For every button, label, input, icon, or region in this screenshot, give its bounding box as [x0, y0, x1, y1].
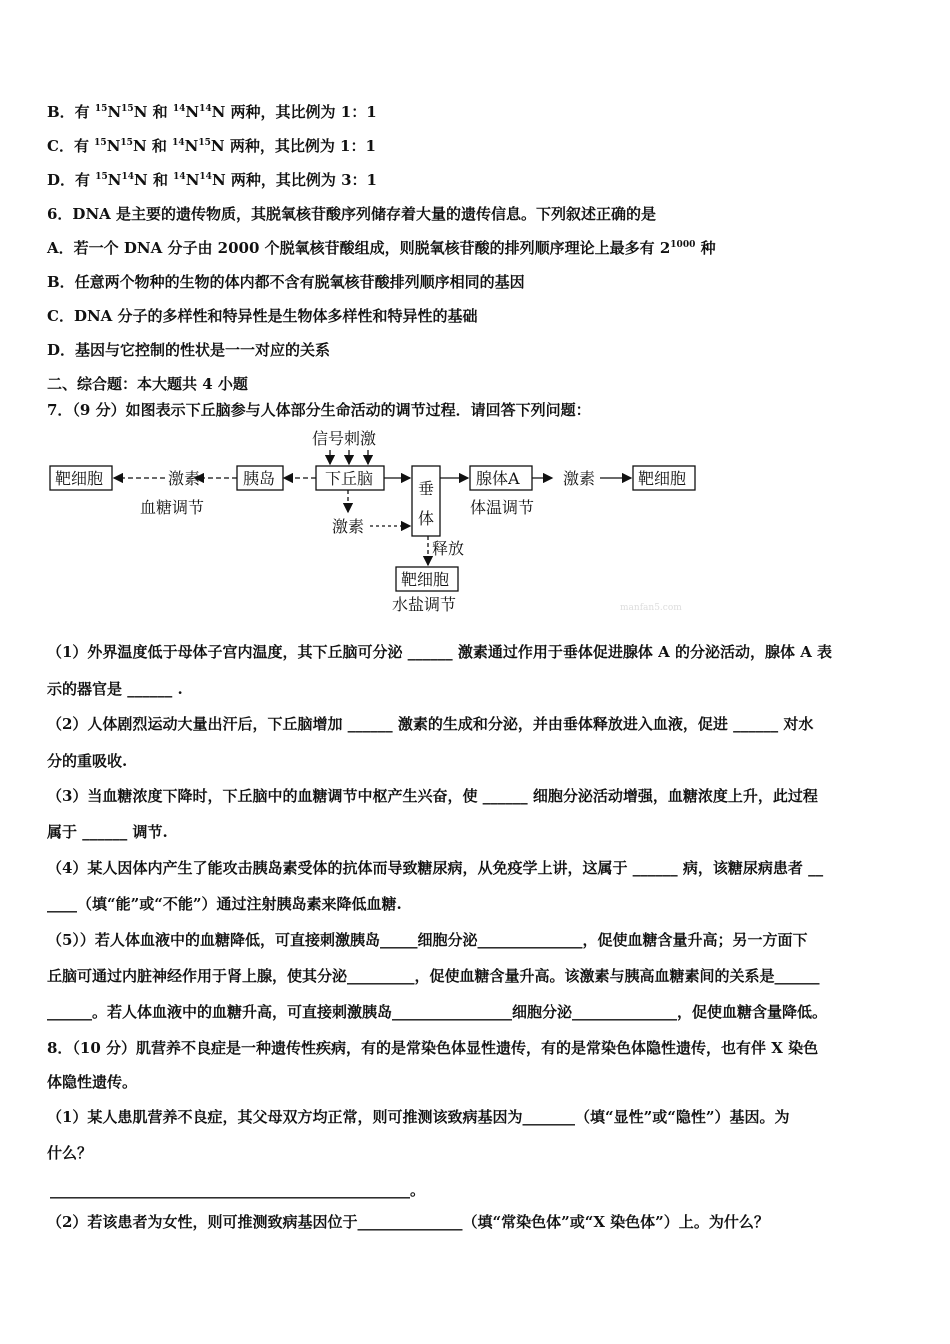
text-segment: 属于 ______ 调节. — [47, 823, 168, 841]
text-line — [47, 136, 376, 156]
text-segment: D．基因与它控制的性状是一一对应的关系 — [47, 341, 331, 359]
target-cell-right: 靶细胞 — [638, 469, 687, 488]
superscript: 15 — [94, 104, 108, 114]
superscript: 1000 — [670, 240, 696, 250]
text-segment: N 两种，其比例为 1：1 — [211, 103, 377, 121]
text-segment: （2）若该患者为女性，则可推测致病基因位于______________（填“常染色体”或“X 染色体”）上。为什么？ — [47, 1213, 769, 1231]
text-segment: N — [107, 171, 122, 189]
text-segment: N — [184, 137, 199, 155]
gland-a-box: 腺体A — [476, 469, 520, 488]
text-segment: （1）某人患肌营养不良症，其父母双方均正常，则可推测该致病基因为_______（填“显性”或“隐性”）基因。为 — [47, 1108, 790, 1126]
target-cell-bottom: 靶细胞 — [401, 570, 450, 589]
text-segment: 什么？ — [47, 1144, 93, 1162]
text-segment: 示的器官是 ______ . — [47, 680, 183, 698]
text-line — [47, 306, 478, 326]
watermark: manfan5.com — [620, 603, 682, 613]
hormone-right: 激素 — [563, 469, 596, 488]
text-segment: N 和 — [132, 137, 173, 155]
text-segment: N — [185, 171, 200, 189]
superscript: 15 — [120, 138, 133, 148]
superscript: 15 — [121, 104, 134, 114]
text-line — [47, 1143, 92, 1163]
text-line — [47, 1072, 137, 1092]
pituitary-char-1: 垂 — [418, 479, 435, 498]
text-line — [47, 714, 813, 734]
hormone-middle: 激素 — [332, 517, 365, 536]
text-segment: （2）人体剧烈运动大量出汗后，下丘脑增加 ______ 激素的生成和分泌，并由垂体释放进入血液，促进 ______ 对水 — [47, 715, 814, 733]
superscript: 14 — [172, 104, 186, 114]
text-line — [47, 272, 525, 292]
text-segment: 体隐性遗传。 — [47, 1073, 138, 1091]
superscript: 14 — [199, 172, 212, 182]
text-segment: ____（填“能”或“不能”）通过注射胰岛素来降低血糖. — [47, 895, 402, 913]
text-line — [47, 1038, 818, 1058]
text-line — [47, 786, 818, 806]
text-segment: 丘脑可通过内脏神经作用于肾上腺，使其分泌_________，促使血糖含量升高。该激素与胰高血糖素间的关系是______ — [47, 967, 820, 985]
text-line — [47, 679, 183, 699]
release-label: 释放 — [432, 539, 465, 558]
text-segment: D．有 — [47, 171, 96, 189]
text-segment: N — [107, 103, 122, 121]
text-segment: ________________________________________________。 — [50, 1181, 426, 1199]
text-line — [47, 751, 127, 771]
signal-stimulus: 信号刺激 — [312, 429, 377, 448]
superscript: 14 — [173, 172, 186, 182]
text-line — [47, 642, 832, 662]
text-segment: C．有 — [47, 137, 95, 155]
text-line — [47, 1107, 789, 1127]
body-temp-label: 体温调节 — [470, 498, 535, 517]
text-line — [47, 340, 330, 360]
text-segment: （3）当血糖浓度下降时，下丘脑中的血糖调节中枢产生兴奋，使 ______ 细胞分泌活动增强，血糖浓度上升，此过程 — [47, 787, 818, 805]
hypothalamus-box: 下丘脑 — [325, 469, 374, 488]
islet-box: 胰岛 — [243, 469, 276, 488]
text-segment: （4）某人因体内产生了能攻击胰岛素受体的抗体而导致糖尿病，从免疫学上讲，这属于 ______ 病，该糖尿病患者 __ — [47, 859, 824, 877]
text-segment: N 两种，其比例为 1：1 — [210, 137, 376, 155]
text-segment: A．若一个 DNA 分子由 2000 个脱氧核苷酸组成，则脱氧核苷酸的排列顺序理论上最多有 2 — [47, 239, 671, 257]
text-line — [47, 400, 591, 420]
text-segment: 种 — [695, 239, 716, 257]
text-segment: N — [106, 137, 121, 155]
text-segment: C．DNA 分子的多样性和特异性是生物体多样性和特异性的基础 — [47, 307, 478, 325]
text-line — [47, 102, 377, 122]
pituitary-char-2: 体 — [418, 509, 435, 528]
text-segment: 7．（9 分）如图表示下丘脑参与人体部分生命活动的调节过程．请回答下列问题： — [47, 401, 591, 419]
target-cell-left: 靶细胞 — [55, 469, 104, 488]
text-segment: 8．（10 分）肌营养不良症是一种遗传性疾病，有的是常染色体显性遗传，有的是常染色体隐性遗传，也有伴 X 染色 — [47, 1039, 819, 1057]
text-line — [47, 374, 248, 394]
text-segment: N 和 — [133, 103, 173, 121]
superscript: 14 — [172, 138, 185, 148]
text-segment: 6．DNA 是主要的遗传物质，其脱氧核苷酸序列储存着大量的遗传信息。下列叙述正确的是 — [47, 205, 657, 223]
text-segment: N 和 — [134, 171, 174, 189]
superscript: 15 — [94, 138, 107, 148]
text-line — [47, 204, 656, 224]
text-segment: 分的重吸收. — [47, 752, 128, 770]
text-segment: B．任意两个物种的生物的体内都不含有脱氧核苷酸排列顺序相同的基因 — [47, 273, 525, 291]
text-line — [47, 966, 820, 986]
text-line — [47, 238, 716, 258]
superscript: 15 — [198, 138, 211, 148]
text-line — [47, 170, 377, 190]
text-line — [50, 1180, 425, 1200]
text-line — [47, 894, 402, 914]
text-segment: N 两种，其比例为 3：1 — [211, 171, 377, 189]
hypothalamus-regulation-diagram — [40, 420, 740, 620]
text-segment: （5））若人体血液中的血糖降低，可直接刺激胰岛_____细胞分泌______________，促使血糖含量升高；另一方面下 — [47, 931, 808, 949]
hormone-left: 激素 — [168, 469, 201, 488]
text-line — [47, 1002, 827, 1022]
superscript: 15 — [95, 172, 108, 182]
blood-sugar-label: 血糖调节 — [140, 498, 205, 517]
text-segment: （1）外界温度低于母体子宫内温度，其下丘脑可分泌 ______ 激素通过作用于垂体促进腺体 A 的分泌活动，腺体 A 表 — [47, 643, 833, 661]
text-segment: N — [185, 103, 200, 121]
superscript: 14 — [199, 104, 212, 114]
text-segment: ______。若人体血液中的血糖升高，可直接刺激胰岛________________细胞分泌______________，促使血糖含量降低。 — [47, 1003, 828, 1021]
text-line — [47, 930, 807, 950]
text-segment: 二、综合题：本大题共 4 小题 — [47, 375, 248, 393]
text-line — [47, 822, 168, 842]
superscript: 14 — [121, 172, 135, 182]
text-line — [47, 1212, 769, 1232]
text-segment: B．有 — [47, 103, 95, 121]
text-line — [47, 858, 823, 878]
water-salt-label: 水盐调节 — [392, 595, 457, 614]
